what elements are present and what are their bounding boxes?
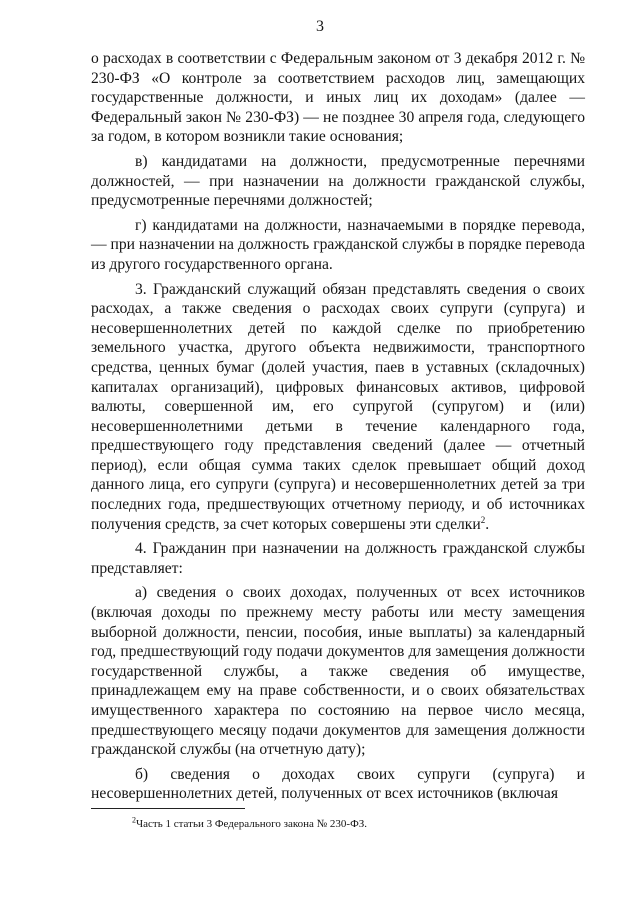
paragraph-section-4: 4. Гражданин при назначении на должность гражданской службы представляет: [91, 540, 585, 577]
footnote-divider [91, 808, 245, 809]
paragraph-item-a: а) сведения о своих доходах, полученных от всех источников (включая доходы по прежнему месту работы или месту замещения выборной должности, пенсии, пособия, иные выплаты) за календарный год, предшествующий году подачи документов для замещения должности государственной службы, а также сведения об имуществе, принадлежащем ему на праве собственности, и о своих обязательствах имущественного характера по состоянию на первое число месяца, предшествующего месяцу подачи документов для замещения должности гражданской службы (на отчетную дату); [91, 584, 585, 759]
paragraph-item-g: г) кандидатами на должности, назначаемыми в порядке перевода, — при назначении на должность гражданской службы в порядке перевода из другого государственного органа. [91, 216, 585, 273]
paragraph-section-3-text: 3. Гражданский служащий обязан представлять сведения о своих расходах, а также сведения о расходах своих супруги (супруга) и несовершеннолетних детей по каждой сделке по приобретению земельного участка, другого объекта недвижимости, транспортного средства, ценных бумаг (долей участия, паев в уставных (складочных) капиталах организаций), цифровых финансовых активов, цифровой валюты, совершенной им, его супругой (супругом) и (или) несовершеннолетними детьми в течение календарного года, предшествующего году представления сведений (далее — отчетный период), если общая сумма таких сделок превышает общий доход данного лица, его супруги (супруга) и несовершеннолетних детей за три последних года, предшествующих отчетному периоду, и об источниках получения средств, за счет которых совершены эти сделки [91, 280, 585, 533]
footnote-reference: 2 [480, 514, 486, 525]
footnote [132, 817, 367, 831]
paragraph-section-3-tail: . [485, 515, 490, 533]
paragraph-item-v: в) кандидатами на должности, предусмотренные перечнями должностей, — при назначении на должности гражданской службы, предусмотренные перечнями должностей; [91, 152, 585, 210]
paragraph-continuation: о расходах в соответствии с Федеральным законом от 3 декабря 2012 г. № 230-ФЗ «О контроле за соответствием расходов лиц, замещающих государственные должности, и иных лиц их доходам» (далее — Федеральный закон № 230-ФЗ) — не позднее 30 апреля года, следующего за годом, в котором возникли такие основания; [91, 50, 585, 146]
paragraph-item-b: б) сведения о доходах своих супруги (супруга) и несовершеннолетних детей, полученных от всех источников (включая [91, 765, 585, 803]
footnote-marker: 2 [132, 815, 136, 825]
page-number: 3 [316, 18, 324, 35]
document-body [91, 49, 585, 804]
paragraph-section-3 [91, 280, 585, 535]
footnote-text: Часть 1 статьи 3 Федерального закона № 230-ФЗ. [136, 818, 368, 830]
